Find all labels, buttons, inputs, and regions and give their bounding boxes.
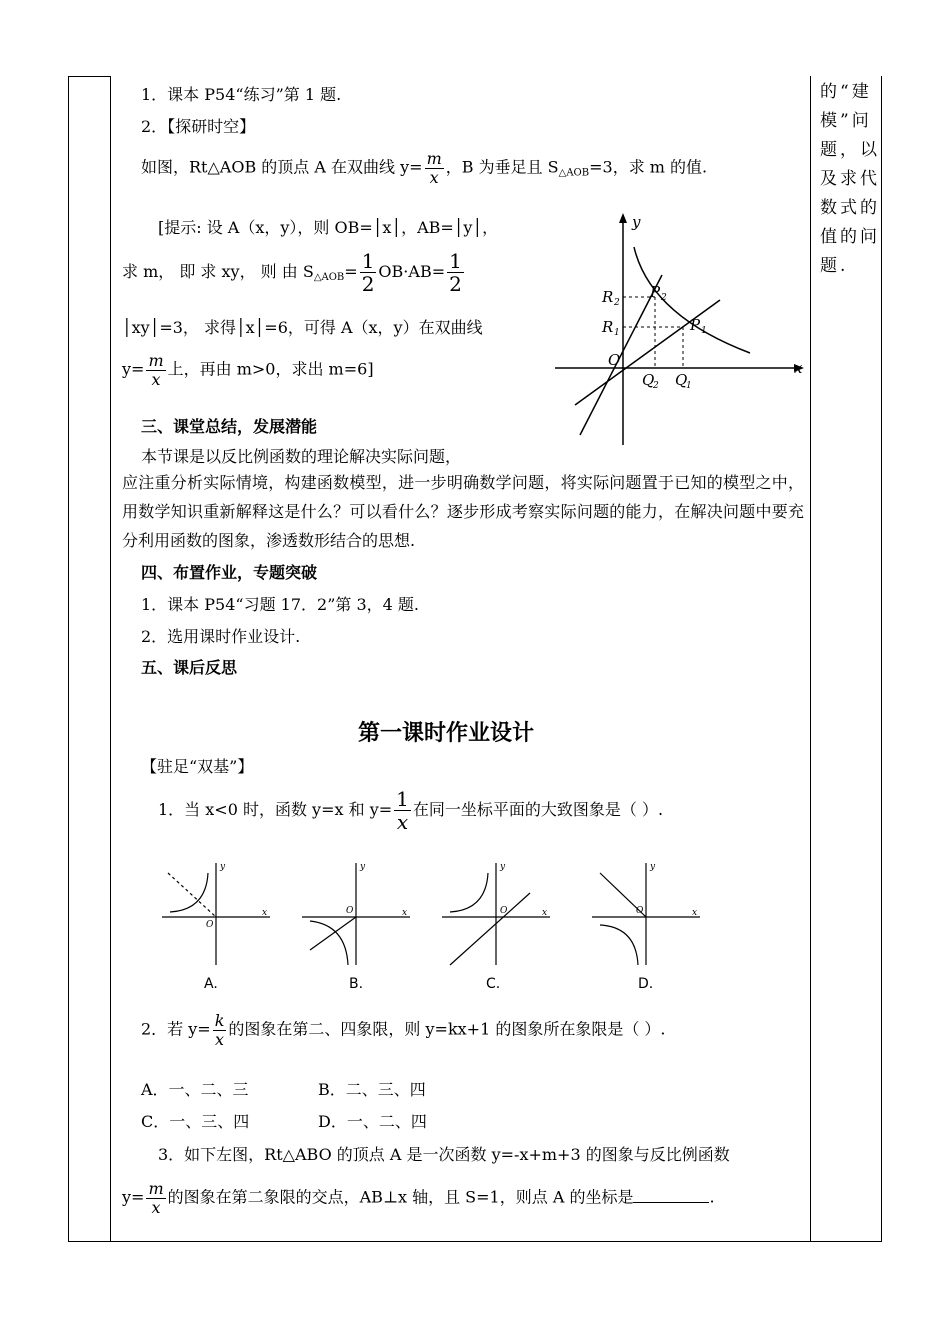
svg-text:y: y [360,862,366,872]
table-top-left [68,76,110,77]
svg-text:y: y [650,862,656,872]
svg-text:y: y [500,862,506,872]
hint-line-2: 求 m， 即 求 xy， 则 由 $S_{\triangle AOB}=$ $\frac{1}{2}$ OB·AB= $\frac{1}{2}$ [122,249,462,296]
graph-a-label: A. [204,976,218,992]
section-5-heading: 五、课后反思 [141,658,238,677]
table-col2 [810,76,811,1242]
practice-item-1: 1．课本 P54“练习”第 1 题. [141,85,342,104]
basis-heading: 【驻足“双基”】 [141,757,254,776]
svg-text:1: 1 [614,328,620,338]
q2-option-a: A．一、二、三 [141,1080,249,1099]
svg-text:O: O [636,906,644,916]
hint-line-3: │xy│=3， 求得│x│=6，可得 A（x，y）在双曲线 [122,318,483,337]
fig1-origin: O [608,351,621,369]
svg-text:x: x [262,908,268,918]
svg-text:P: P [690,316,701,334]
svg-text:x: x [692,908,698,918]
table-left [68,76,69,1242]
svg-text:O: O [500,906,508,916]
q2-option-c: C．一、三、四 [141,1112,250,1131]
fraction-half-2: $\frac{1}{2}$ [449,249,462,296]
svg-text:1: 1 [686,381,692,391]
homework-design-title: 第一课时作业设计 [358,720,535,746]
svg-text:1: 1 [701,326,707,336]
svg-text:O: O [206,920,214,930]
graph-c-label: C. [486,976,501,992]
problem-statement: 如图，Rt△AOB 的顶点 A 在双曲线 y= $\frac{m}{x}$ ，B 为垂足且 $S_{\triangle AOB}=3$，求 m 的值. [141,149,708,187]
svg-text:Q: Q [642,371,655,389]
side-note: 的“建模”问题，以及求代数式的值的问题. [820,82,880,276]
svg-text:O: O [346,906,354,916]
question-1-graphs [150,855,730,1000]
section-4-heading: 四、布置作业，专题突破 [141,563,318,582]
svg-text:2: 2 [653,381,659,391]
graph-b-label: B. [349,976,364,992]
svg-text:2: 2 [661,293,667,303]
practice-item-2: 2．【探研时空】 [141,117,256,136]
question-1: 1．当 x<0 时，函数 y=x 和 y= $\frac{1}{x}$ 在同一坐标平面的大致图象是（ ）. [158,787,664,834]
homework-item-1: 1．课本 P54“习题 17．2”第 3，4 题. [141,595,419,614]
table-bottom [68,1241,882,1242]
summary-first-line: 本节课是以反比例函数的理论解决实际问题， [141,447,462,466]
answer-blank[interactable] [633,1188,709,1203]
summary-paragraph: 应注重分析实际情境，构建函数模型，进一步明确数学问题，将实际问题置于已知的模型之中，用数学知识重新解释这是什么？可以看什么？逐步形成考察实际问题的能力，在解决问题中要充分利用函数的图象，渗透数形结合的思想. [122,473,804,550]
hint-line-4: y= $\frac{m}{x}$ 上，再由 m>0，求出 m=6] [122,351,374,389]
fraction-1-x: $\frac{1}{x}$ [396,787,409,834]
svg-text:2: 2 [614,298,620,308]
fraction-m-x-3: $\frac{m}{x}$ [148,1179,164,1217]
fig1-x-label: x [794,359,803,377]
question-3-line-2: y= $\frac{m}{x}$ 的图象在第二象限的交点，AB⊥x 轴，且 S=1，则点 A 的坐标是 . [122,1179,715,1217]
question-2: 2．若 y= $\frac{k}{x}$ 的图象在第二、四象限，则 y=kx+1 的图象所在象限是（ ）. [141,1011,666,1049]
side-divider [810,76,811,212]
table-col1 [110,76,111,1242]
hyperbola-figure [550,205,810,450]
svg-text:y: y [220,862,226,872]
fraction-m-x-2: $\frac{m}{x}$ [148,351,164,389]
fig1-y-label: y [632,213,641,231]
svg-text:x: x [542,908,548,918]
section-3-heading: 三、课堂总结，发展潜能 [141,417,318,436]
fraction-m-x: $\frac{m}{x}$ [426,149,442,187]
fraction-k-x: $\frac{k}{x}$ [214,1011,225,1049]
svg-text:x: x [402,908,408,918]
fraction-half-1: $\frac{1}{2}$ [361,249,375,296]
homework-item-2: 2．选用课时作业设计. [141,627,301,646]
q2-option-d: D．一、二、四 [318,1112,427,1131]
hint-line-1: [提示: 设 A（x，y），则 OB=│x│，AB=│y│， [158,218,499,237]
svg-text:Q: Q [675,371,688,389]
svg-text:P: P [650,283,661,301]
svg-text:R: R [602,318,614,336]
question-3-line-1: 3．如下左图，Rt△ABO 的顶点 A 是一次函数 y=-x+m+3 的图象与反比例函数 [158,1145,730,1164]
graph-d-label: D. [638,976,654,992]
svg-text:R: R [602,288,614,306]
q2-option-b: B．二、三、四 [318,1080,426,1099]
